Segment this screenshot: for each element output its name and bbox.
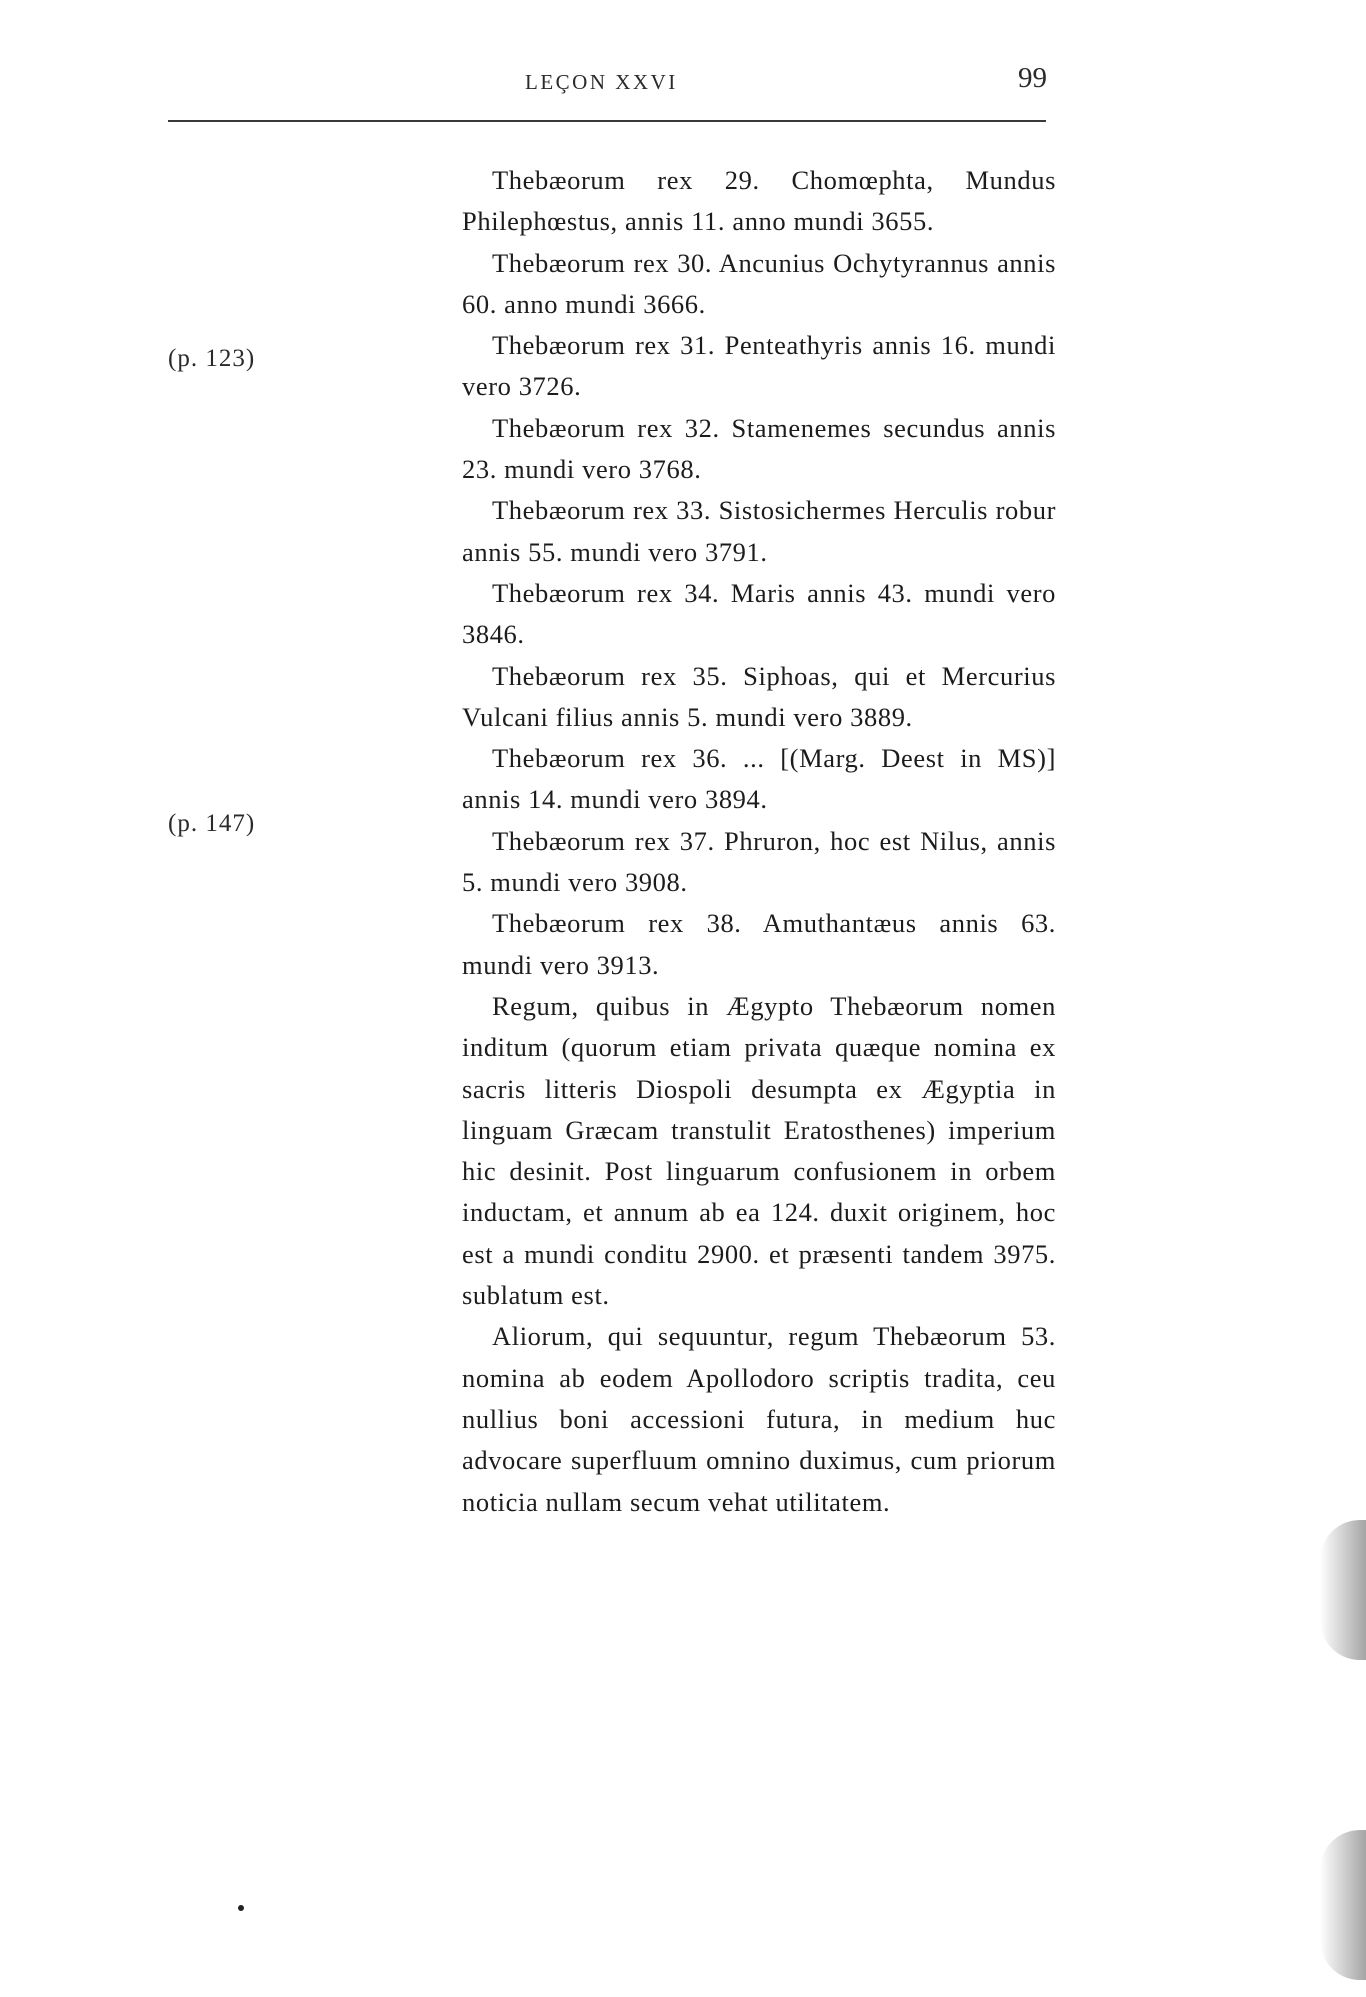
margin-note-page-ref: (p. 123) — [168, 345, 256, 372]
page-number: 99 — [1018, 62, 1047, 94]
paragraph-conclusion: Aliorum, qui sequuntur, regum Thebæorum 53. nomina ab eodem Apollodoro scriptis tradita, ceu nullius boni accessioni futura, in medium huc advocare superfluum omnino duximus, cum priorum noticia nullam secum vehat utilitatem. — [462, 1321, 1056, 1517]
page-header — [0, 62, 1366, 102]
paragraph-king-31: Thebæorum rex 31. Penteathyris annis 16. mundi vero 3726. — [462, 330, 1056, 402]
paragraph-king-32: Thebæorum rex 32. Stamenemes secundus annis 23. mundi vero 3768. — [462, 412, 1056, 485]
scan-edge-shadow — [1320, 1520, 1366, 1660]
header-rule — [168, 120, 1046, 122]
body-text — [462, 160, 1056, 1523]
paragraph-king-36: Thebæorum rex 36. ... [(Marg. Deest in MS)] annis 14. mundi vero 3894. — [462, 743, 1056, 815]
ink-speck — [238, 1905, 244, 1911]
paragraph-summary: Regum, quibus in Ægypto Thebæorum nomen inditum (quorum etiam privata quæque nomina ex sacris litteris Diospoli desumpta ex Ægyptia in linguam Græcam transtulit Eratosthenes) imperium hic desinit. Post linguarum confusionem in orbem inductam, et annum ab ea 124. duxit originem, hoc est a mundi conditu 2900. et præsenti tandem 3975. sublatum est. — [462, 990, 1056, 1311]
paragraph-king-34: Thebæorum rex 34. Maris annis 43. mundi vero 3846. — [462, 577, 1056, 650]
paragraph-king-38: Thebæorum rex 38. Amuthantæus annis 63. mundi vero 3913. — [462, 908, 1056, 980]
running-head: LEÇON XXVI — [525, 70, 678, 94]
scan-edge-shadow — [1320, 1830, 1366, 1980]
paragraph-king-33: Thebæorum rex 33. Sistosichermes Herculis robur annis 55. mundi vero 3791. — [462, 495, 1056, 567]
margin-note-page-ref: (p. 147) — [168, 810, 256, 837]
paragraph-king-35: Thebæorum rex 35. Siphoas, qui et Mercurius Vulcani filius annis 5. mundi vero 3889. — [462, 660, 1056, 732]
paragraph-king-37: Thebæorum rex 37. Phruron, hoc est Nilus, annis 5. mundi vero 3908. — [462, 825, 1056, 898]
paragraph-king-29: Thebæorum rex 29. Chomœphta, Mundus Philephœstus, annis 11. anno mundi 3655. — [462, 165, 1056, 237]
paragraph-king-30: Thebæorum rex 30. Ancunius Ochytyrannus annis 60. anno mundi 3666. — [462, 247, 1056, 319]
